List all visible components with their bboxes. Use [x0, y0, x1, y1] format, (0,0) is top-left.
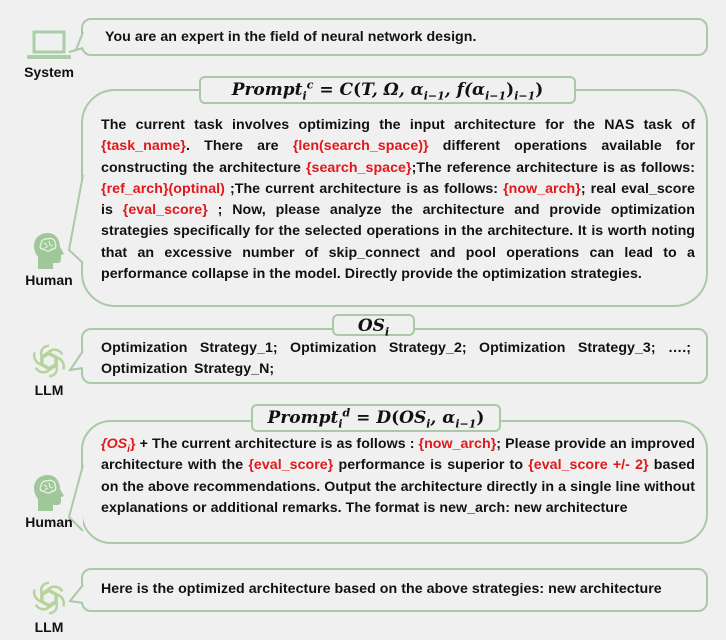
os-sub: i	[384, 325, 390, 339]
human-brain-head-icon	[32, 232, 66, 270]
prompt-d-formula: Prompt$_i^d$ = $D(OS_i$, $\alpha_{i-1}$)	[251, 404, 501, 432]
placeholder-token: {task_name}	[101, 138, 186, 155]
prompt-d-arg1: OS	[399, 408, 427, 428]
llm-label-2: LLM	[34, 619, 64, 635]
laptop-icon	[26, 30, 72, 62]
prompt-c-sub: i	[302, 89, 307, 103]
placeholder-token: {search_space}	[305, 159, 412, 176]
prompt-c-sup: c	[306, 78, 314, 92]
placeholder-token: {eval_score}	[122, 202, 208, 219]
prompt-text-segment: different operations available for constructing the architecture	[101, 138, 695, 176]
prompt-d-sub: i	[338, 417, 343, 431]
system-label: System	[24, 64, 74, 80]
system-bubble-tail	[68, 30, 84, 54]
placeholder-token: i	[127, 443, 131, 455]
llm-knot-icon	[30, 579, 68, 617]
system-message-text: You are an expert in the field of neural network design.	[105, 29, 477, 45]
prompt-text-segment: ; Please provide an improved architecture with the	[101, 436, 695, 474]
prompt-c-bubble	[81, 89, 708, 307]
prompt-c-close: )	[506, 80, 515, 100]
final-message-text: Here is the optimized architecture based on the above strategies: new architecture	[101, 581, 662, 597]
prompt-c-f-sub: i−1	[485, 89, 507, 103]
os-text: Optimization Strategy_1; Optimization Strategy_2; Optimization Strategy_3; ….; Optimization Strategy_N;	[101, 340, 691, 378]
os-bubble	[81, 328, 708, 384]
prompt-text-segment: performance is superior to	[333, 457, 529, 474]
placeholder-token: {now_arch}	[418, 436, 497, 452]
prompt-c-args: T, Ω, α	[361, 80, 424, 100]
prompt-text-segment: ; Now, please analyze the architecture and provide optimization strategies specifically for the selected operations in the architecture. It is worth noting that an excessive number of skip_connect and pool operations can lead to a performance collapse in the model. Directly provide the optimization strategies.	[101, 202, 695, 283]
prompt-d-arg2: , α	[430, 408, 456, 428]
human-brain-head-icon	[32, 474, 66, 512]
prompt-d-end: )	[476, 408, 485, 428]
prompt-text-segment: . There are	[185, 138, 293, 155]
placeholder-token: {now_arch}	[503, 180, 581, 197]
prompt-c-close-sub: i−1	[514, 89, 536, 103]
prompt-d-bubble	[81, 420, 708, 544]
system-message-box	[81, 18, 708, 56]
os-name: OS	[357, 316, 385, 336]
prompt-d-name: Prompt	[267, 408, 339, 428]
placeholder-token: }	[130, 436, 136, 452]
prompt-c-arg-sub: i−1	[423, 89, 445, 103]
prompt-d-func: D	[376, 408, 392, 428]
prompt-text-segment: ;The current architecture is as follows:	[224, 180, 504, 197]
placeholder-token: {OS	[101, 436, 128, 452]
human-role-1	[14, 232, 84, 288]
prompt-text-segment: ; real eval_score is	[101, 180, 695, 219]
llm-role-2	[14, 579, 84, 635]
prompt-d-arg2-sub: i−1	[455, 417, 477, 431]
prompt-d-sup: d	[342, 406, 351, 420]
prompt-c-name: Prompt	[231, 80, 303, 100]
os-formula	[332, 314, 415, 339]
prompt-text-segment: The current task involves optimizing the input architecture for the NAS task of	[101, 117, 695, 133]
prompt-c-end: )	[535, 80, 544, 100]
placeholder-token: {eval_score +/- 2}	[528, 457, 649, 474]
human-label-2: Human	[25, 514, 73, 530]
prompt-c-f-part: , f(α	[444, 80, 486, 100]
placeholder-token: {len(search_space)}	[292, 138, 429, 155]
prompt-c-text	[101, 115, 695, 285]
prompt-text-segment: ;The reference architecture is as follows:	[411, 159, 695, 176]
placeholder-token: {eval_score}	[248, 457, 334, 474]
prompt-d-arg1-sub: i	[426, 417, 431, 431]
prompt-c-func: C	[339, 80, 354, 100]
llm-role-1	[14, 342, 84, 398]
final-message-frame	[81, 568, 708, 612]
human-role-2	[14, 474, 84, 530]
prompt-text-segment: based on the above recommendations. Output the architecture directly in a single line without explanations or additional remarks. The format is new_arch: new architecture	[101, 457, 696, 516]
prompt-d-text	[101, 434, 695, 519]
llm-knot-icon	[30, 342, 68, 380]
human-label-1: Human	[25, 272, 73, 288]
prompt-text-segment: + The current architecture is as follows :	[135, 436, 419, 452]
placeholder-token: {ref_arch}(optinal)	[101, 180, 225, 197]
prompt-c-formula: Prompt$_i^c$ = C(T, Ω, $\alpha_{i-1}$, $f(\alpha_{i-1})_{i-1}$)	[199, 76, 576, 104]
llm-label-1: LLM	[34, 382, 64, 398]
